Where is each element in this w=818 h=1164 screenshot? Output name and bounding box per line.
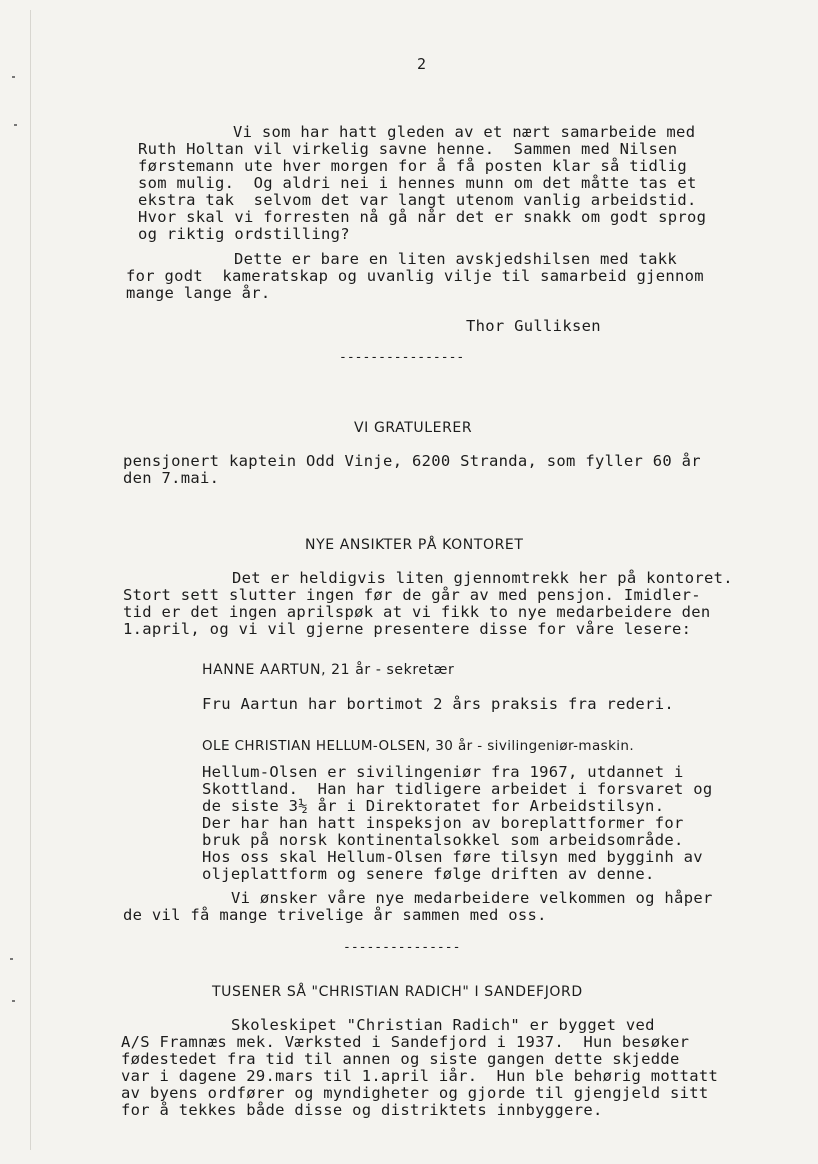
person-title: OLE CHRISTIAN HELLUM-OLSEN, 30 år - sivilingeniør-maskin. [202, 738, 635, 754]
section-separator: ---------------- [339, 350, 465, 365]
paragraph-line: ekstra tak selvom det var langt utenom vanlig arbeidstid. [138, 191, 697, 209]
paragraph-line: bruk på norsk kontinentalsokkel som arbeidsområde. [202, 831, 684, 849]
paragraph-line: de siste 3½ år i Direktoratet for Arbeidstilsyn. [202, 797, 665, 815]
paragraph-line: den 7.mai. [123, 469, 220, 487]
paragraph-line: oljeplattform og senere følge driften av denne. [202, 865, 655, 883]
section-heading: TUSENER SÅ "CHRISTIAN RADICH" I SANDEFJORD [212, 984, 583, 1000]
paragraph-line: Skottland. Han har tidligere arbeidet i forsvaret og [202, 780, 713, 798]
paragraph-line: Det er heldigvis liten gjennomtrekk her på kontoret. [232, 569, 733, 587]
scan-mark [10, 958, 13, 960]
paragraph-line: pensjonert kaptein Odd Vinje, 6200 Stranda, som fyller 60 år [123, 452, 701, 470]
paragraph-line: for å tekkes både disse og distriktets innbyggere. [121, 1101, 603, 1119]
paragraph-line: av byens ordfører og myndigheter og gjorde til gjengjeld sitt [121, 1084, 709, 1102]
paragraph-line: Hellum-Olsen er sivilingeniør fra 1967, utdannet i [202, 763, 684, 781]
section-heading: NYE ANSIKTER PÅ KONTORET [305, 537, 524, 553]
page-edge-line [30, 10, 31, 1150]
paragraph-line: de vil få mange trivelige år sammen med oss. [123, 906, 547, 924]
paragraph-line: Skoleskipet "Christian Radich" er bygget ved [231, 1016, 655, 1034]
person-title: HANNE AARTUN, 21 år - sekretær [202, 662, 455, 678]
section-heading: VI GRATULERER [354, 420, 473, 436]
signature: Thor Gulliksen [466, 317, 601, 335]
scan-mark [14, 124, 17, 126]
paragraph-line: fødestedet fra tid til annen og siste gangen dette skjedde [121, 1050, 680, 1068]
paragraph-line: Fru Aartun har bortimot 2 års praksis fra rederi. [202, 695, 674, 713]
paragraph-line: 1.april, og vi vil gjerne presentere disse for våre lesere: [123, 620, 692, 638]
paragraph-line: førstemann ute hver morgen for å få posten klar så tidlig [138, 157, 688, 175]
paragraph-line: Hvor skal vi forresten nå gå når det er snakk om godt sprog [138, 208, 707, 226]
paragraph-line: Ruth Holtan vil virkelig savne henne. Sammen med Nilsen [138, 140, 678, 158]
paragraph-line: Stort sett slutter ingen før de går av med pensjon. Imidler- [123, 586, 701, 604]
paragraph-line: mange lange år. [126, 284, 271, 302]
paragraph-line: Hos oss skal Hellum-Olsen føre tilsyn med bygginh av [202, 848, 703, 866]
paragraph-line: Der har han hatt inspeksjon av boreplattformer for [202, 814, 684, 832]
paragraph-line: Vi som har hatt gleden av et nært samarbeide med [233, 123, 696, 141]
section-separator: --------------- [343, 940, 461, 955]
page-number: 2 [417, 55, 427, 73]
paragraph-line: var i dagene 29.mars til 1.april iår. Hun ble behørig mottatt [121, 1067, 719, 1085]
paragraph-line: som mulig. Og aldri nei i hennes munn om det måtte tas et [138, 174, 697, 192]
paragraph-line: Vi ønsker våre nye medarbeidere velkommen og håper [231, 889, 713, 907]
paragraph-line: A/S Framnæs mek. Værksted i Sandefjord i 1937. Hun besøker [121, 1033, 690, 1051]
paragraph-line: Dette er bare en liten avskjedshilsen med takk [234, 250, 678, 268]
scan-mark [12, 1000, 15, 1002]
paragraph-line: og riktig ordstilling? [138, 225, 350, 243]
paragraph-line: tid er det ingen aprilspøk at vi fikk to nye medarbeidere den [123, 603, 711, 621]
paragraph-line: for godt kameratskap og uvanlig vilje til samarbeid gjennom [126, 267, 704, 285]
scan-mark [12, 76, 15, 78]
